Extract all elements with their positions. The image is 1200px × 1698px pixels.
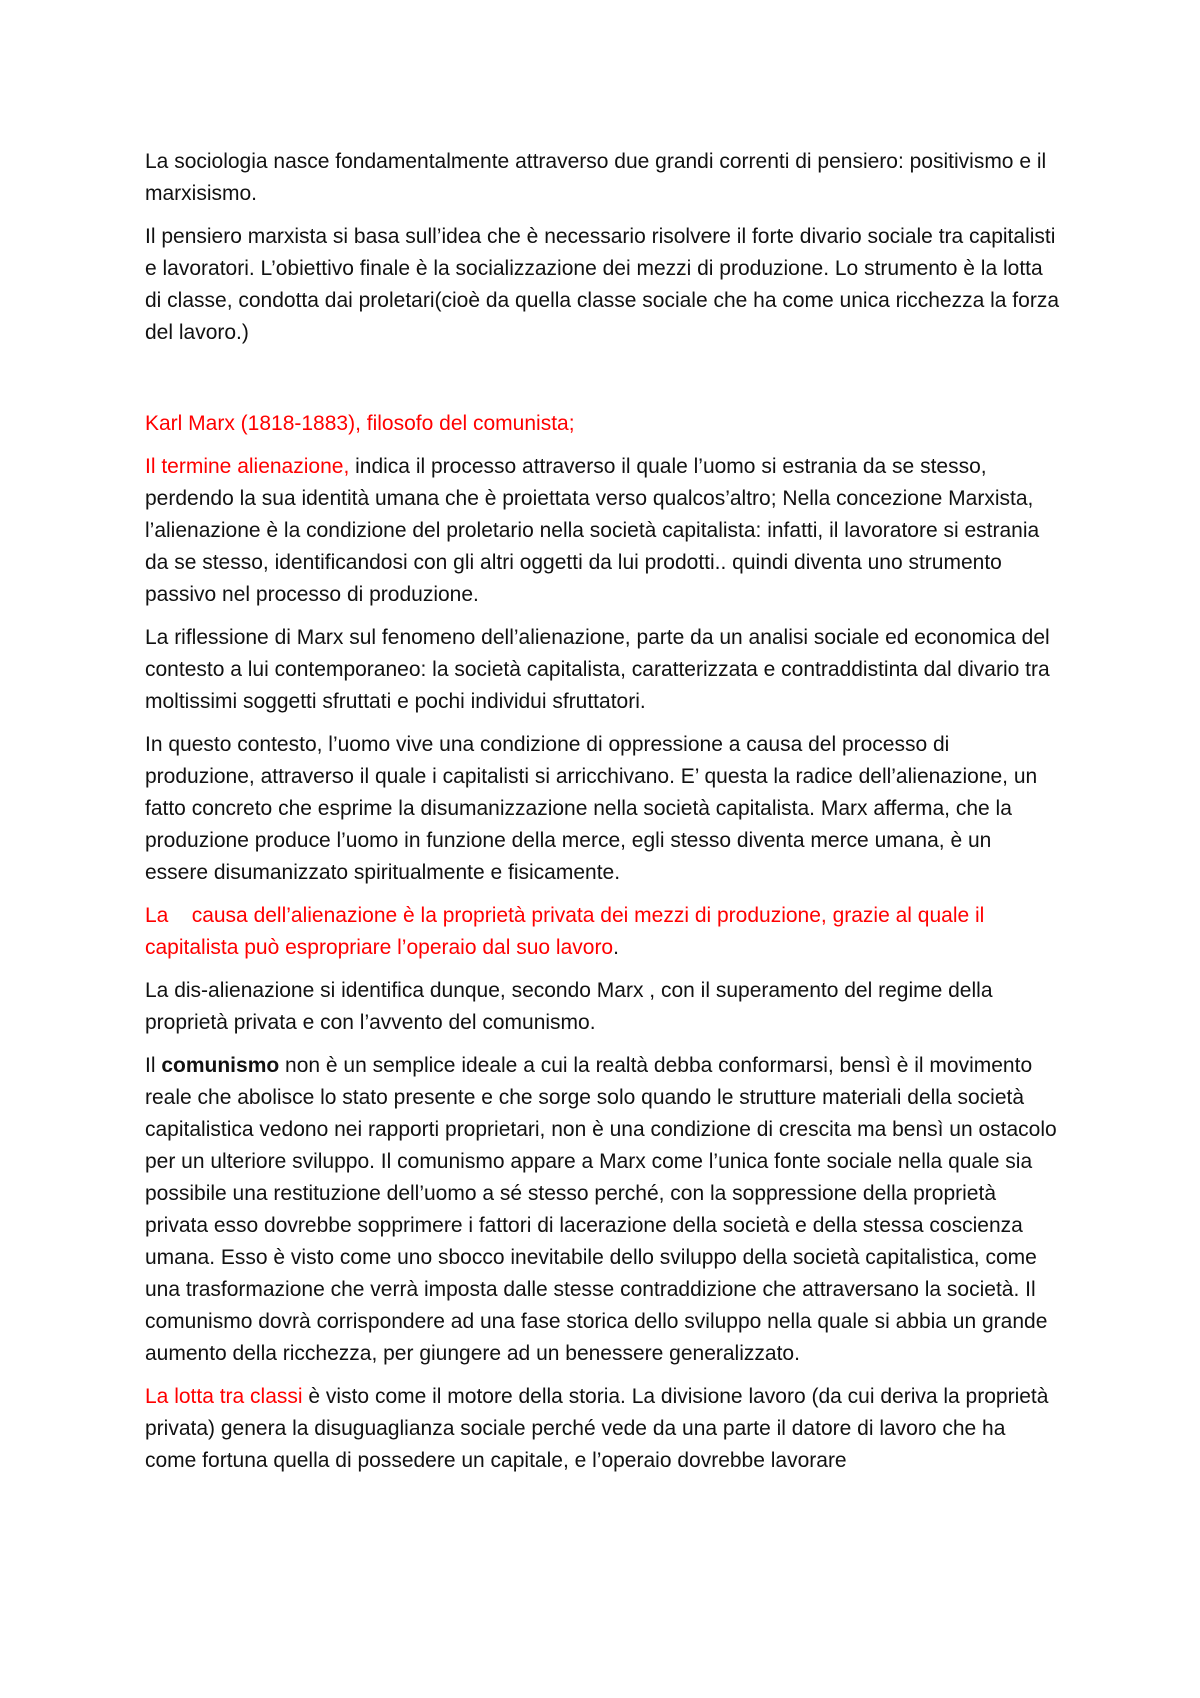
- alienation-cause-highlight: La causa dell’alienazione è la proprietà privata dei mezzi di produzione, grazie al quale il capitalista può espropriare l’operaio dal suo lavoro: [145, 904, 991, 959]
- paragraph-marx-reflection: [145, 622, 1060, 718]
- paragraph-dis-alienation: [145, 975, 1060, 1039]
- paragraph-marxist-thought-text: Il pensiero marxista si basa sull’idea che è necessario risolvere il forte divario sociale tra capitalisti e lavoratori. L’obiettivo finale è la socializzazione dei mezzi di produzione. Lo strumento è la lotta di classe, condotta dai proletari(cioè da quella classe sociale che ha come unica ricchezza la forza del lavoro.): [145, 225, 1059, 344]
- section-heading-text: Karl Marx (1818-1883), filosofo del comunista;: [145, 412, 575, 435]
- term-communism: comunismo: [161, 1054, 280, 1077]
- document-body: [145, 146, 1060, 1488]
- paragraph-intro: [145, 146, 1060, 210]
- section-heading: [145, 408, 1060, 440]
- term-alienation: Il termine alienazione,: [145, 455, 350, 478]
- paragraph-oppression-text: In questo contesto, l’uomo vive una condizione di oppressione a causa del processo di produzione, attraverso il quale i capitalisti si arricchivano. E’ questa la radice dell’alienazione, un fatto concreto che esprime la disumanizzazione nella società capitalista. Marx afferma, che la produzione produce l’uomo in funzione della merce, egli stesso diventa merce umana, è un essere disumanizzato spiritualmente e fisicamente.: [145, 733, 1038, 884]
- paragraph-alienation-definition-text: indica il processo attraverso il quale l’uomo si estrania da se stesso, perdendo la sua identità umana che è proiettata verso qualcos’altro; Nella concezione Marxista, l’alienazione è la condizione del proletario nella società capitalista: infatti, il lavoratore si estrania da se stesso, identificandosi con gli altri oggetti da lui prodotti.. quindi diventa uno strumento passivo nel processo di produzione.: [145, 455, 1040, 606]
- blank-line: [145, 360, 1060, 408]
- paragraph-class-struggle-text: è visto come il motore della storia. La divisione lavoro (da cui deriva la proprietà privata) genera la disuguaglianza sociale perché vede da una parte il datore di lavoro che ha come fortuna quella di possedere un capitale, e l’operaio dovrebbe lavorare: [145, 1385, 1049, 1472]
- paragraph-oppression: [145, 729, 1060, 889]
- paragraph-communism: [145, 1050, 1060, 1370]
- paragraph-intro-text: La sociologia nasce fondamentalmente attraverso due grandi correnti di pensiero: positivismo e il marxisismo.: [145, 150, 1047, 205]
- paragraph-alienation-cause: [145, 900, 1060, 964]
- paragraph-dis-alienation-text: La dis-alienazione si identifica dunque, secondo Marx , con il superamento del regime della proprietà privata e con l’avvento del comunismo.: [145, 979, 993, 1034]
- communism-lead: Il: [145, 1054, 162, 1077]
- term-class-struggle: La lotta tra classi: [145, 1385, 303, 1408]
- paragraph-marxist-thought: [145, 221, 1060, 349]
- paragraph-alienation-definition: [145, 451, 1060, 611]
- paragraph-class-struggle: [145, 1381, 1060, 1477]
- alienation-cause-period: .: [613, 936, 619, 959]
- paragraph-communism-text: non è un semplice ideale a cui la realtà debba conformarsi, bensì è il movimento reale che abolisce lo stato presente e che sorge solo quando le strutture materiali della società capitalistica vedono nei rapporti proprietari, non è una condizione di crescita ma bensì un ostacolo per un ulteriore sviluppo. Il comunismo appare a Marx come l’unica fonte sociale nella quale sia possibile una restituzione dell’uomo a sé stesso perché, con la soppressione della proprietà privata esso dovrebbe sopprimere i fattori di lacerazione della società e della stessa coscienza umana. Esso è visto come uno sbocco inevitabile dello sviluppo della società capitalistica, come una trasformazione che verrà imposta dalle stesse contraddizione che attraversano la società. Il comunismo dovrà corrispondere ad una fase storica dello sviluppo nella quale si abbia un grande aumento della ricchezza, per giungere ad un benessere generalizzato.: [145, 1054, 1057, 1365]
- paragraph-marx-reflection-text: La riflessione di Marx sul fenomeno dell’alienazione, parte da un analisi sociale ed economica del contesto a lui contemporaneo: la società capitalista, caratterizzata e contraddistinta dal divario tra moltissimi soggetti sfruttati e pochi individui sfruttatori.: [145, 626, 1050, 713]
